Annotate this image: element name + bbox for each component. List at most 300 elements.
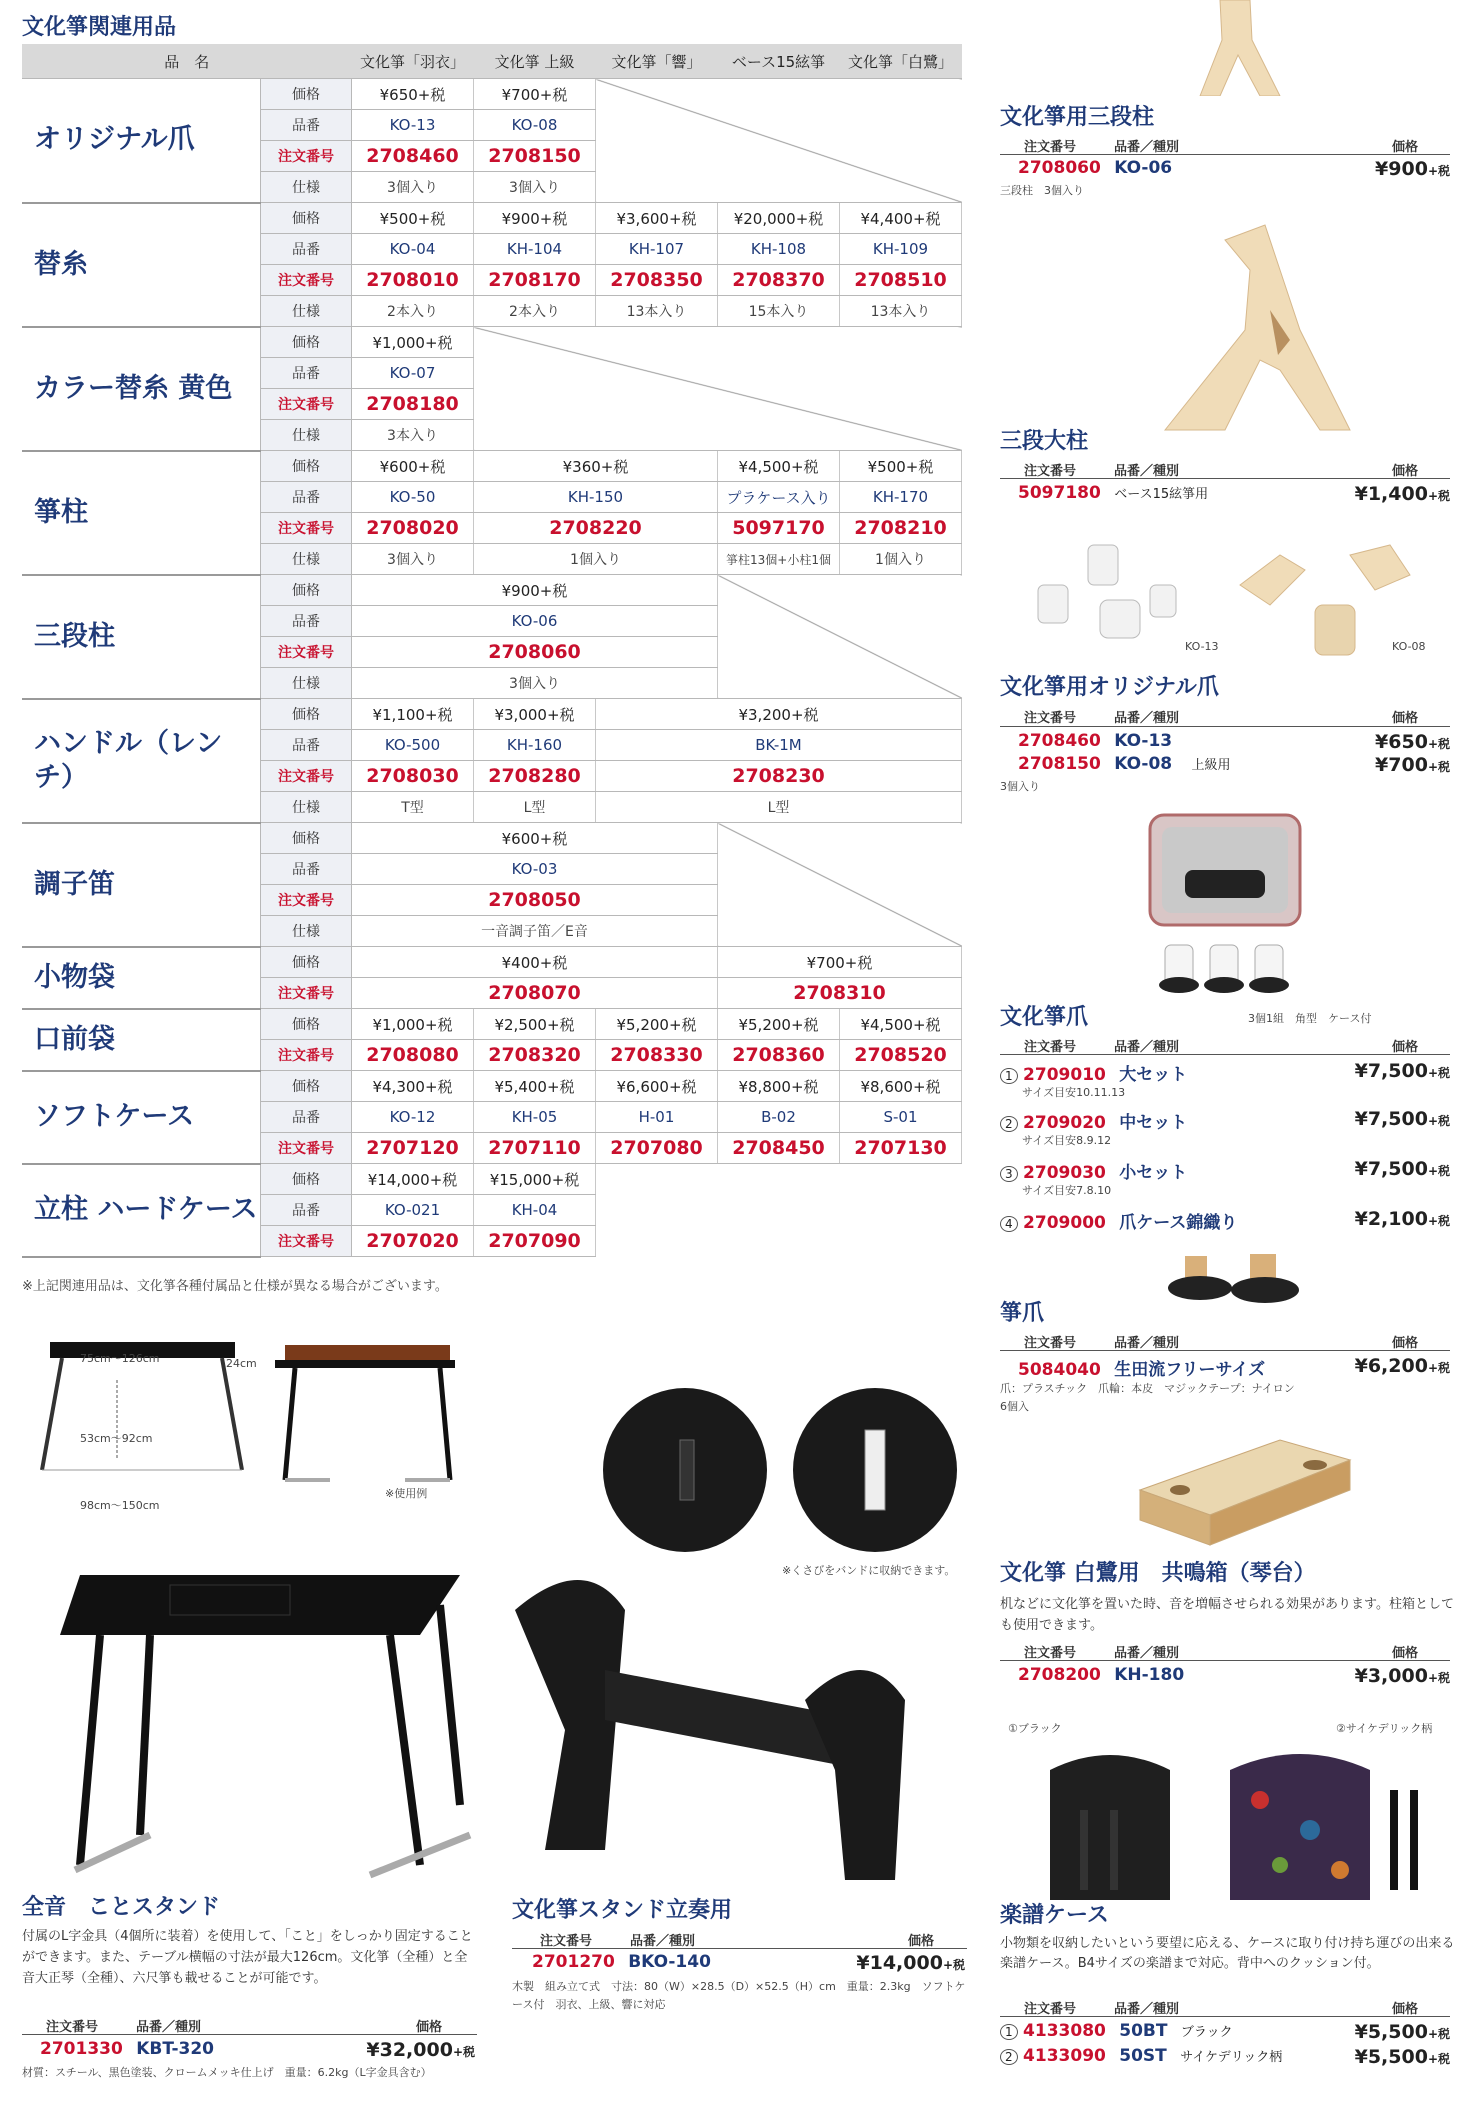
col-code: 品番／種別 — [136, 2020, 202, 2035]
cell-spec: 3個入り — [352, 668, 718, 699]
product-title: 文化箏スタンド立奏用 — [512, 1898, 733, 1923]
three-tier-bridge-image — [1160, 0, 1300, 96]
label-spec: 仕様 — [261, 172, 352, 203]
col-code: 品番／種別 — [1114, 711, 1180, 726]
price-value: ¥6,200 — [1354, 1355, 1428, 1377]
price — [810, 1952, 965, 1974]
col-price: 価格 — [1392, 140, 1419, 155]
price-value: ¥5,500 — [1354, 2046, 1428, 2068]
label-order: 注文番号 — [261, 1040, 352, 1071]
item-number: 2 — [1000, 2049, 1018, 2065]
cell-order: 2707110 — [474, 1133, 596, 1164]
item-number: 4 — [1000, 1216, 1018, 1232]
label-code: 品番 — [261, 606, 352, 637]
score-case-image — [1020, 1740, 1450, 1910]
col-price: 価格 — [1392, 1336, 1419, 1351]
row-category: 替糸 — [22, 203, 261, 327]
price — [1300, 2046, 1450, 2068]
col-order: 注文番号 — [1024, 1336, 1077, 1351]
col-price: 価格 — [1392, 711, 1419, 726]
cell-code: KO-08 — [474, 110, 596, 141]
product-code: 50ST — [1119, 2046, 1167, 2066]
original-picks-image — [1030, 535, 1450, 665]
row-category: 調子笛 — [22, 823, 261, 947]
cell-price: ¥1,000+税 — [352, 327, 474, 358]
cell-order: 2708080 — [352, 1040, 474, 1071]
cell-order: 2708370 — [718, 265, 840, 296]
cell-order: 2708360 — [718, 1040, 840, 1071]
col-code: 品番／種別 — [1114, 1336, 1180, 1351]
product-title: 文化箏爪 — [1000, 1005, 1089, 1030]
price-value: ¥32,000 — [366, 2039, 453, 2061]
label-spec: 仕様 — [261, 916, 352, 947]
resonance-box-image — [1130, 1420, 1360, 1550]
price-value: ¥1,400 — [1354, 483, 1428, 505]
col-header: 文化箏「羽衣」 — [352, 44, 474, 79]
cell-price: ¥20,000+税 — [718, 203, 840, 234]
cell-code: KH-108 — [718, 234, 840, 265]
label-price: 価格 — [261, 1164, 352, 1195]
cell-order: 2707080 — [596, 1133, 718, 1164]
not-available-cell — [718, 823, 962, 947]
col-order: 注文番号 — [46, 2020, 99, 2035]
price — [1300, 2021, 1450, 2043]
cell-code: S-01 — [840, 1102, 962, 1133]
product-row — [1000, 1060, 1187, 1085]
product-code: KO-06 — [1114, 158, 1173, 178]
cell-order: 2708330 — [596, 1040, 718, 1071]
pick-case-image — [1140, 805, 1320, 1005]
product-row — [1018, 1355, 1265, 1380]
cell-price: ¥8,800+税 — [718, 1071, 840, 1102]
price-value: ¥7,500 — [1354, 1108, 1428, 1130]
price — [1300, 1108, 1450, 1130]
label-code: 品番 — [261, 730, 352, 761]
table-row — [22, 1164, 962, 1195]
cell-price: ¥4,400+税 — [840, 203, 962, 234]
label-price: 価格 — [261, 1009, 352, 1040]
label-order: 注文番号 — [261, 265, 352, 296]
order-number: 2701330 — [40, 2039, 123, 2059]
product-row — [532, 1952, 711, 1972]
image-caption: KO-13 — [1185, 640, 1219, 653]
label-code: 品番 — [261, 358, 352, 389]
order-number: 4133080 — [1023, 2021, 1106, 2041]
label-order: 注文番号 — [261, 761, 352, 792]
col-order: 注文番号 — [1024, 2002, 1077, 2017]
label-order: 注文番号 — [261, 637, 352, 668]
col-order: 注文番号 — [1024, 1646, 1077, 1661]
product-code: ベース15絃箏用 — [1114, 487, 1209, 502]
cell-order: 2708030 — [352, 761, 474, 792]
cell-code: KH-170 — [840, 482, 962, 513]
product-code: KO-13 — [1114, 731, 1173, 751]
empty-cell — [596, 1164, 962, 1257]
cell-spec: 15本入り — [718, 296, 840, 327]
product-note: ブラック — [1180, 2025, 1233, 2040]
cell-code: KO-500 — [352, 730, 474, 761]
dimension-label: 75cm〜126cm — [80, 1352, 160, 1365]
label-price: 価格 — [261, 1071, 352, 1102]
col-code: 品番／種別 — [1114, 2002, 1180, 2017]
cell-price: ¥4,500+税 — [718, 451, 840, 482]
col-code: 品番／種別 — [1114, 1040, 1180, 1055]
cell-order: 2708450 — [718, 1133, 840, 1164]
cell-order: 2708210 — [840, 513, 962, 544]
main-title: 文化箏関連用品 — [22, 15, 177, 40]
product-title: 楽譜ケース — [1000, 1903, 1109, 1928]
label-order: 注文番号 — [261, 389, 352, 420]
product-spec: 材質：スチール、黒色塗装、クロームメッキ仕上げ 重量：6.2kg（L字金具含む） — [22, 2066, 432, 2079]
price — [320, 2039, 475, 2061]
cell-price: ¥4,300+税 — [352, 1071, 474, 1102]
col-code: 品番／種別 — [1114, 140, 1180, 155]
stand-usage-image — [255, 1330, 465, 1490]
product-name: 中セット — [1119, 1113, 1188, 1133]
table-row — [22, 79, 962, 110]
cell-price: ¥360+税 — [474, 451, 718, 482]
label-price: 価格 — [261, 823, 352, 854]
cell-order: 2708180 — [352, 389, 474, 420]
cell-spec: 3個入り — [352, 544, 474, 575]
cell-code: プラケース入り — [718, 482, 840, 513]
cell-spec: 1個入り — [474, 544, 718, 575]
row-category: 三段柱 — [22, 575, 261, 699]
cell-price: ¥3,000+税 — [474, 699, 596, 730]
cell-code: KH-104 — [474, 234, 596, 265]
cell-order: 2708010 — [352, 265, 474, 296]
cell-price: ¥3,200+税 — [596, 699, 962, 730]
col-header-item: 品 名 — [22, 44, 352, 79]
cell-price: ¥500+税 — [840, 451, 962, 482]
col-header: 文化箏「白鷺」 — [840, 44, 962, 79]
product-code: BKO-140 — [628, 1952, 711, 1972]
product-note: 上級用 — [1191, 758, 1231, 773]
row-category: 小物袋 — [22, 947, 261, 1009]
order-number: 2709000 — [1023, 1213, 1106, 1233]
product-name: 小セット — [1119, 1163, 1188, 1183]
cell-code: KO-021 — [352, 1195, 474, 1226]
tax-label: +税 — [942, 1958, 965, 1972]
cell-price: ¥14,000+税 — [352, 1164, 474, 1195]
label-price: 価格 — [261, 327, 352, 358]
tax-label: +税 — [1427, 1214, 1450, 1228]
tax-label: +税 — [1427, 1671, 1450, 1685]
row-category: 箏柱 — [22, 451, 261, 575]
label-code: 品番 — [261, 1102, 352, 1133]
label-price: 価格 — [261, 947, 352, 978]
price-value: ¥5,500 — [1354, 2021, 1428, 2043]
col-price: 価格 — [1392, 1040, 1419, 1055]
item-number: 1 — [1000, 1068, 1018, 1084]
cell-code: KO-07 — [352, 358, 474, 389]
cell-price: ¥6,600+税 — [596, 1071, 718, 1102]
cell-code: KH-150 — [474, 482, 718, 513]
cell-price: ¥700+税 — [718, 947, 962, 978]
cell-spec: L型 — [474, 792, 596, 823]
col-order: 注文番号 — [1024, 1040, 1077, 1055]
cell-code: KO-13 — [352, 110, 474, 141]
col-order: 注文番号 — [1024, 464, 1077, 479]
tax-label: +税 — [1427, 1114, 1450, 1128]
product-code: 50BT — [1119, 2021, 1168, 2041]
cell-order: 2707120 — [352, 1133, 474, 1164]
price — [1300, 483, 1450, 505]
price — [1300, 754, 1450, 776]
cell-code: KH-160 — [474, 730, 596, 761]
col-header: 文化箏 上級 — [474, 44, 596, 79]
product-title: 文化箏用三段柱 — [1000, 105, 1155, 130]
table-row — [22, 1071, 962, 1102]
cell-order: 5097170 — [718, 513, 840, 544]
cell-price: ¥1,000+税 — [352, 1009, 474, 1040]
product-name: 爪ケース錦織り — [1119, 1213, 1238, 1233]
cell-price: ¥3,600+税 — [596, 203, 718, 234]
product-spec: 木製 組み立て式 寸法：80（W）×28.5（D）×52.5（H）cm 重量：2.3kg ソフトケース付 羽衣、上級、響に対応 — [512, 1980, 966, 2011]
cell-spec: T型 — [352, 792, 474, 823]
cell-spec: 一音調子笛／E音 — [352, 916, 718, 947]
table-row — [22, 575, 962, 606]
price — [1300, 1158, 1450, 1180]
tax-label: +税 — [452, 2045, 475, 2059]
cell-code: KH-107 — [596, 234, 718, 265]
cell-order: 2708170 — [474, 265, 596, 296]
product-title: 文化箏 白鷺用 共鳴箱（琴台） — [1000, 1561, 1316, 1586]
dimension-label: 24cm — [226, 1357, 257, 1370]
cell-price: ¥5,200+税 — [718, 1009, 840, 1040]
cell-order: 2708220 — [474, 513, 718, 544]
label-spec: 仕様 — [261, 544, 352, 575]
cell-price: ¥1,100+税 — [352, 699, 474, 730]
table-row — [22, 327, 962, 358]
price — [1300, 1208, 1450, 1230]
label-spec: 仕様 — [261, 668, 352, 699]
order-number: 2708060 — [1018, 158, 1101, 178]
price-value: ¥14,000 — [856, 1952, 943, 1974]
label-code: 品番 — [261, 110, 352, 141]
label-spec: 仕様 — [261, 420, 352, 451]
col-price: 価格 — [1392, 2002, 1419, 2017]
large-three-tier-bridge-image — [1150, 210, 1360, 440]
not-available-cell — [718, 575, 962, 699]
label-code: 品番 — [261, 482, 352, 513]
price-value: ¥700 — [1375, 754, 1428, 776]
col-code: 品番／種別 — [630, 1934, 696, 1949]
order-number: 2708150 — [1018, 754, 1101, 774]
col-price: 価格 — [1392, 1646, 1419, 1661]
tax-label: +税 — [1427, 737, 1450, 751]
image-caption: ①ブラック — [1008, 1722, 1062, 1735]
col-header: 文化箏「響」 — [596, 44, 718, 79]
tax-label: +税 — [1427, 489, 1450, 503]
cell-spec: 3個入り — [474, 172, 596, 203]
cell-code: KO-06 — [352, 606, 718, 637]
cell-order: 2708510 — [840, 265, 962, 296]
cell-spec: 13本入り — [840, 296, 962, 327]
cell-order: 2708460 — [352, 141, 474, 172]
col-price: 価格 — [1392, 464, 1419, 479]
cell-order: 2708020 — [352, 513, 474, 544]
cell-code: KO-50 — [352, 482, 474, 513]
label-order: 注文番号 — [261, 885, 352, 916]
standing-koto-stand-image — [505, 1550, 925, 1890]
tax-label: +税 — [1427, 2052, 1450, 2066]
row-category: 口前袋 — [22, 1009, 261, 1071]
price — [1300, 158, 1450, 180]
cell-price: ¥900+税 — [474, 203, 596, 234]
cell-price: ¥400+税 — [352, 947, 718, 978]
col-code: 品番／種別 — [1114, 1646, 1180, 1661]
col-header: ベース15絃箏 — [718, 44, 840, 79]
product-row — [40, 2039, 214, 2059]
col-order: 注文番号 — [540, 1934, 593, 1949]
product-name: 大セット — [1119, 1065, 1188, 1085]
cell-price: ¥500+税 — [352, 203, 474, 234]
order-number: 2709030 — [1023, 1163, 1106, 1183]
order-number: 2709010 — [1023, 1065, 1106, 1085]
cell-order: 2708310 — [718, 978, 962, 1009]
cell-spec: 13本入り — [596, 296, 718, 327]
cell-price: ¥600+税 — [352, 451, 474, 482]
cell-spec: 3個入り — [352, 172, 474, 203]
tax-label: +税 — [1427, 760, 1450, 774]
label-spec: 仕様 — [261, 792, 352, 823]
price-value: ¥2,100 — [1354, 1208, 1428, 1230]
cell-order: 2708280 — [474, 761, 596, 792]
cell-price: ¥650+税 — [352, 79, 474, 110]
product-description: 付属のL字金具（4個所に装着）を使用して、「こと」をしっかり固定することができます。また、テーブル横幅の寸法が最大126cm。文化箏（全種）と全音大正琴（全種）、六尺箏も載せることが可能です。 — [22, 1929, 473, 1986]
size-guide: サイズ目安7.8.10 — [1022, 1184, 1112, 1197]
product-spec: 三段柱 3個入り — [1000, 184, 1084, 197]
row-category: ハンドル（レンチ） — [22, 699, 261, 823]
cell-price: ¥5,400+税 — [474, 1071, 596, 1102]
order-number: 2708200 — [1018, 1665, 1101, 1685]
tax-label: +税 — [1427, 164, 1450, 178]
product-row — [1018, 731, 1172, 751]
product-row — [1018, 754, 1231, 774]
cell-order: 2707090 — [474, 1226, 596, 1257]
not-available-cell — [474, 327, 962, 451]
product-description: 机などに文化箏を置いた時、音を増幅させられる効果があります。柱箱としても使用できます。 — [1000, 1597, 1454, 1633]
product-code: KH-180 — [1114, 1665, 1185, 1685]
cell-order: 2708150 — [474, 141, 596, 172]
product-title: 箏爪 — [1000, 1301, 1045, 1326]
table-note: ※上記関連用品は、文化箏各種付属品と仕様が異なる場合がございます。 — [22, 1279, 448, 1294]
product-spec: 爪：プラスチック 爪輪：本皮 マジックテープ：ナイロン — [1000, 1382, 1295, 1395]
cell-code: KO-12 — [352, 1102, 474, 1133]
product-spec: 6個入 — [1000, 1400, 1029, 1413]
product-row — [1000, 1208, 1237, 1233]
product-note: サイケデリック柄 — [1180, 2050, 1283, 2065]
cell-code: B-02 — [718, 1102, 840, 1133]
label-price: 価格 — [261, 203, 352, 234]
label-price: 価格 — [261, 451, 352, 482]
product-row — [1000, 2046, 1282, 2066]
cell-price: ¥5,200+税 — [596, 1009, 718, 1040]
table-row — [22, 451, 962, 482]
image-caption: ※くさびをバンドに収納できます。 — [782, 1564, 956, 1577]
price — [1300, 1060, 1450, 1082]
label-code: 品番 — [261, 854, 352, 885]
cell-spec: 1個入り — [840, 544, 962, 575]
accessories-table — [22, 44, 962, 1258]
table-row — [22, 1009, 962, 1040]
price-value: ¥7,500 — [1354, 1158, 1428, 1180]
dimension-label: 98cm〜150cm — [80, 1499, 160, 1512]
price-value: ¥7,500 — [1354, 1060, 1428, 1082]
image-caption: ②サイケデリック柄 — [1336, 1722, 1433, 1735]
product-spec: 3個入り — [1000, 780, 1040, 793]
product-row — [1000, 2021, 1233, 2041]
cell-price: ¥600+税 — [352, 823, 718, 854]
item-number: 3 — [1000, 1166, 1018, 1182]
product-description: 小物類を収納したいという要望に応える、ケースに取り付け持ち運びの出来る楽譜ケース。B4サイズの楽譜まで対応。背中へのクッション付。 — [1000, 1936, 1455, 1971]
tax-label: +税 — [1427, 1361, 1450, 1375]
label-spec: 仕様 — [261, 296, 352, 327]
cell-spec: 2本入り — [474, 296, 596, 327]
cell-spec: L型 — [596, 792, 962, 823]
tax-label: +税 — [1427, 1066, 1450, 1080]
cell-spec: 箏柱13個+小柱1個 — [718, 544, 840, 575]
product-tags: 3個1組 角型 ケース付 — [1248, 1012, 1372, 1025]
label-code: 品番 — [261, 1195, 352, 1226]
label-code: 品番 — [261, 234, 352, 265]
label-order: 注文番号 — [261, 1226, 352, 1257]
order-number: 4133090 — [1023, 2046, 1106, 2066]
order-number: 2701270 — [532, 1952, 615, 1972]
order-number: 5084040 — [1018, 1360, 1101, 1380]
cell-order: 2707020 — [352, 1226, 474, 1257]
cell-price: ¥2,500+税 — [474, 1009, 596, 1040]
product-row — [1018, 1665, 1184, 1685]
cell-order: 2708050 — [352, 885, 718, 916]
cell-code: KO-03 — [352, 854, 718, 885]
koto-stand-image — [40, 1545, 490, 1895]
cell-order: 2708230 — [596, 761, 962, 792]
row-category: 立柱 ハードケース — [22, 1164, 261, 1257]
cell-order: 2708070 — [352, 978, 718, 1009]
table-row — [22, 203, 962, 234]
cell-code: KO-04 — [352, 234, 474, 265]
price — [1300, 1665, 1450, 1687]
size-guide: サイズ目安8.9.12 — [1022, 1134, 1112, 1147]
order-number: 5097180 — [1018, 483, 1101, 503]
table-row — [22, 823, 962, 854]
size-guide: サイズ目安10.11.13 — [1022, 1086, 1126, 1099]
row-category: ソフトケース — [22, 1071, 261, 1164]
image-caption: ※使用例 — [385, 1487, 428, 1500]
cell-order: 2708060 — [352, 637, 718, 668]
cell-code: KH-04 — [474, 1195, 596, 1226]
cell-order: 2707130 — [840, 1133, 962, 1164]
cell-price: ¥15,000+税 — [474, 1164, 596, 1195]
image-caption: KO-08 — [1392, 640, 1426, 653]
product-row — [1000, 1158, 1187, 1183]
col-price: 価格 — [908, 1934, 935, 1949]
label-order: 注文番号 — [261, 1133, 352, 1164]
product-row — [1018, 158, 1172, 178]
cell-order: 2708520 — [840, 1040, 962, 1071]
row-category: カラー替糸 黄色 — [22, 327, 261, 451]
row-category: オリジナル爪 — [22, 79, 261, 203]
koto-picks-image — [1140, 1252, 1340, 1312]
table-header-row — [22, 44, 962, 79]
label-price: 価格 — [261, 699, 352, 730]
label-price: 価格 — [261, 575, 352, 606]
wedge-detail-image — [595, 1380, 965, 1560]
cell-price: ¥900+税 — [352, 575, 718, 606]
product-code: KBT-320 — [136, 2039, 214, 2059]
